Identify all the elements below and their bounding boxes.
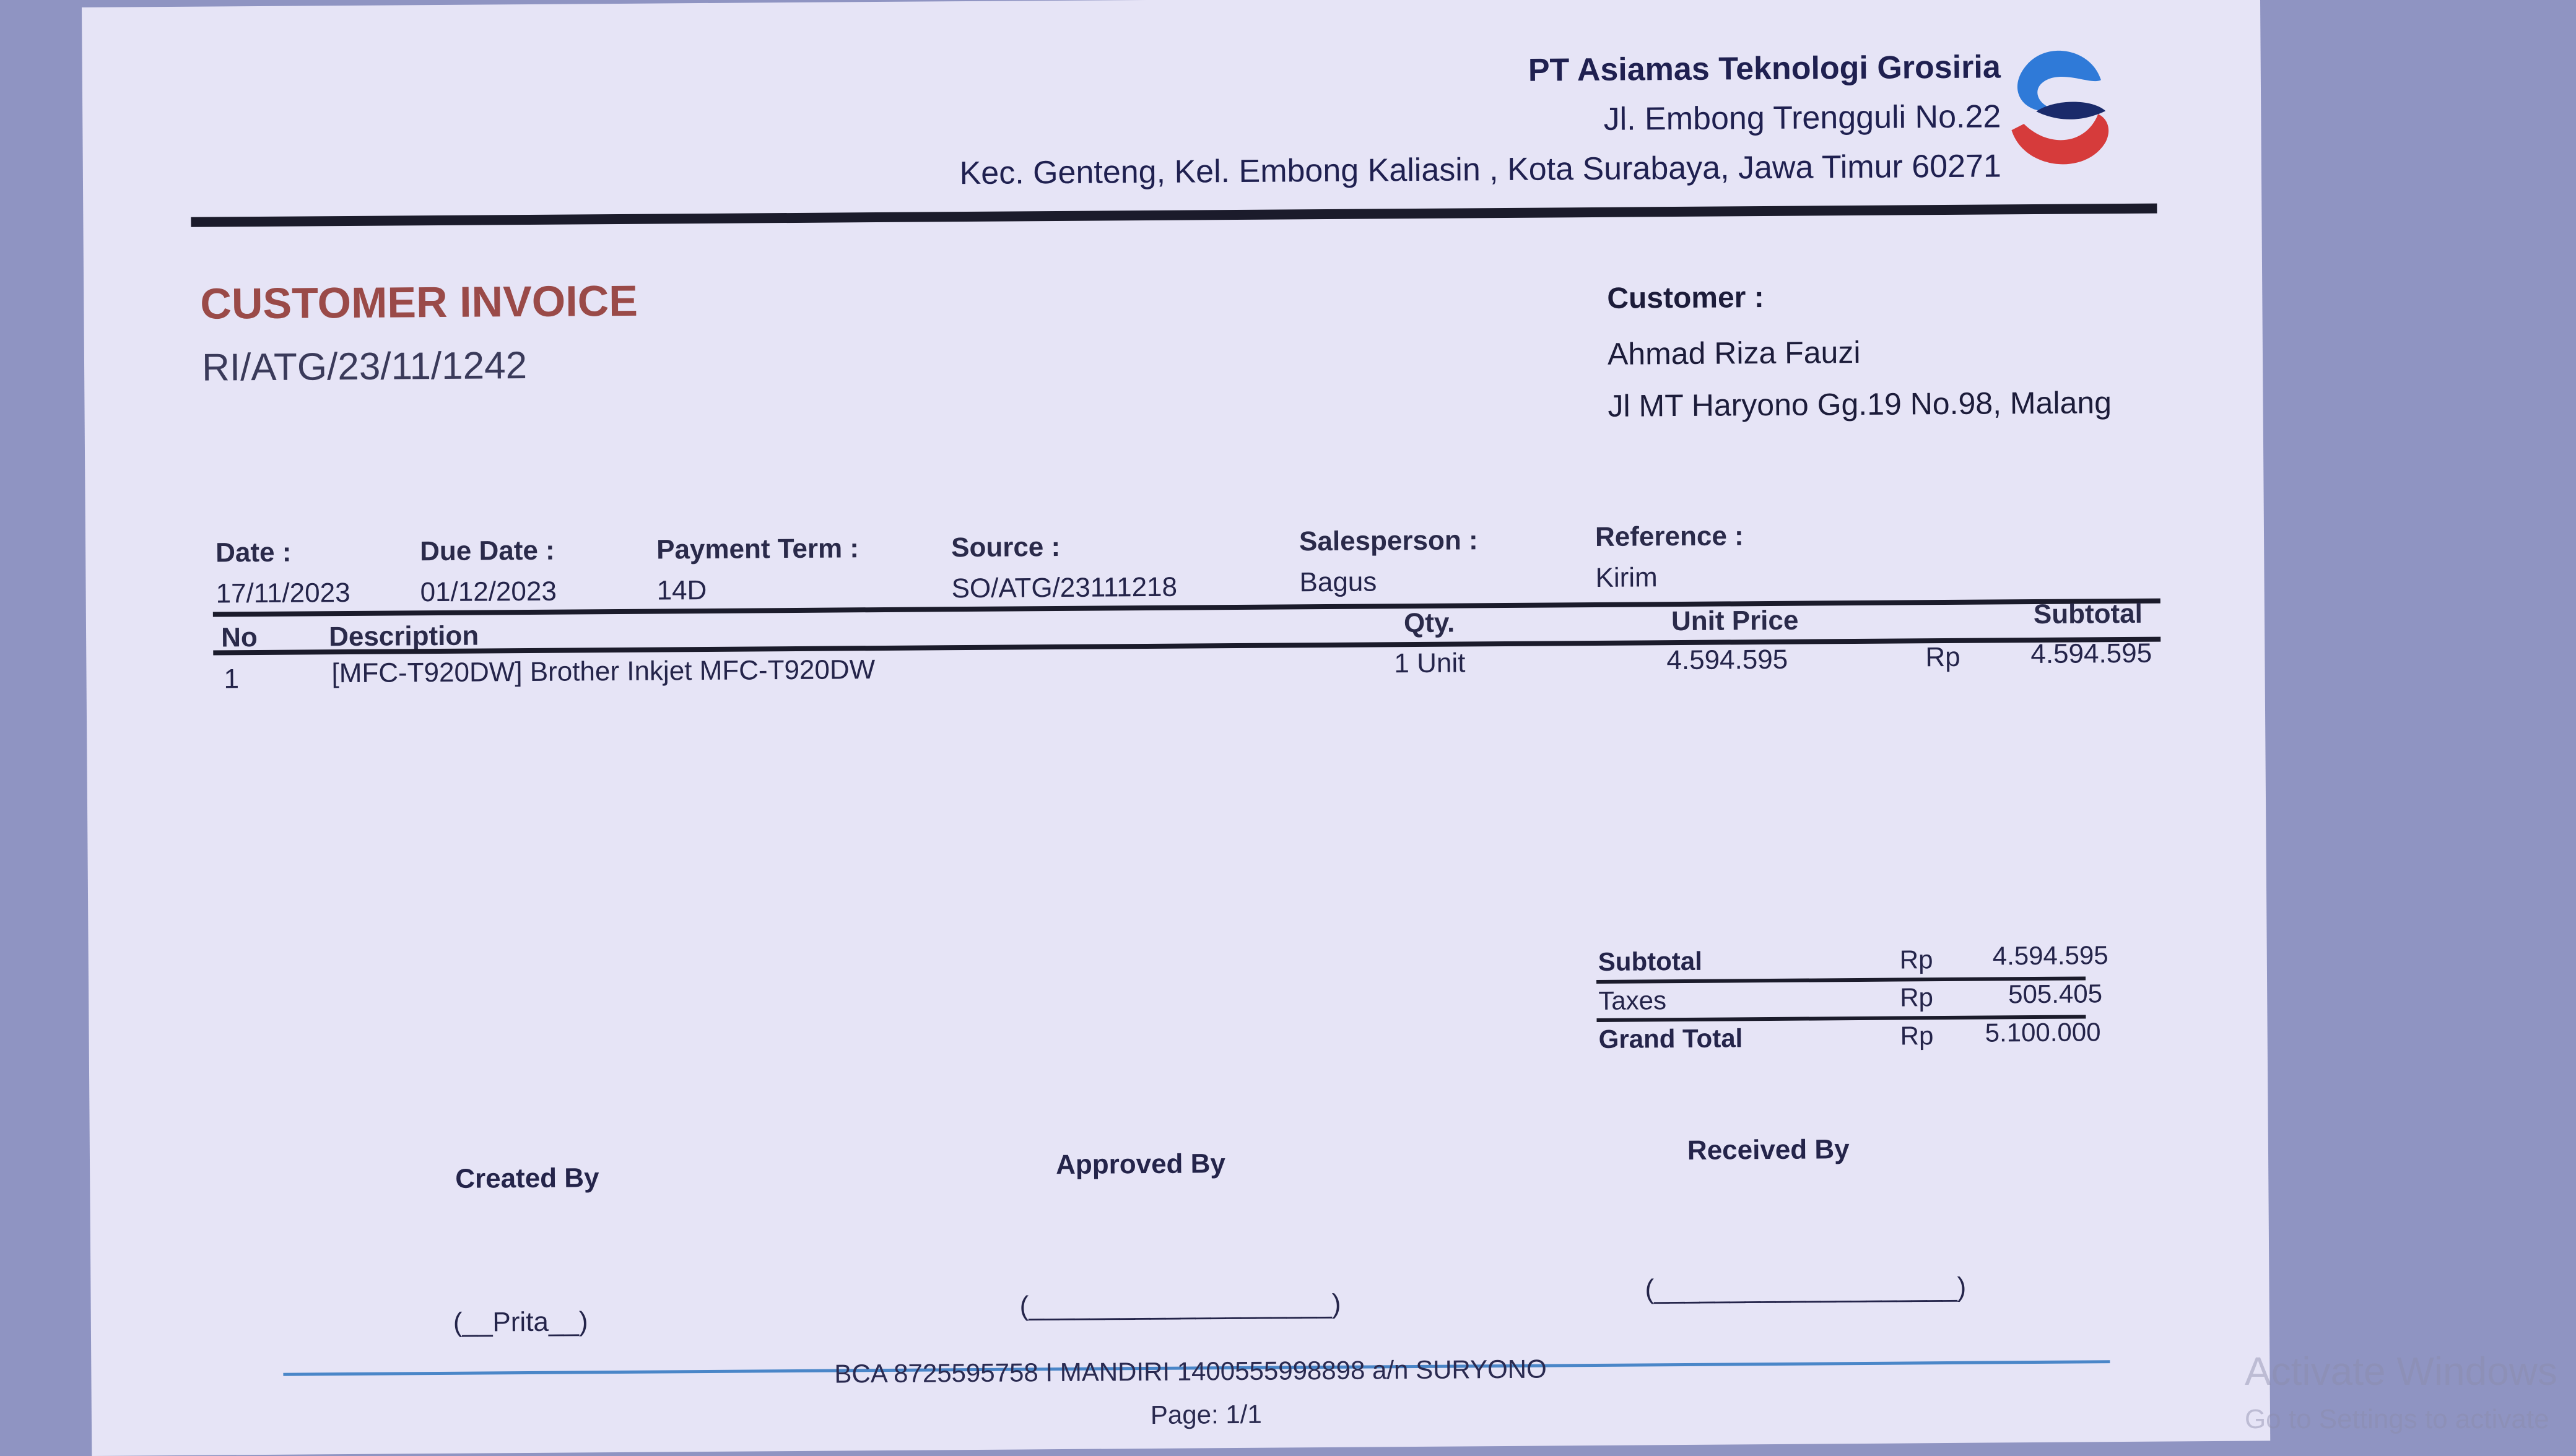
- totals-subtotal-value: 4.594.595: [1992, 940, 2108, 971]
- due-date-label: Due Date :: [419, 535, 555, 567]
- approved-by-label: Approved By: [1055, 1148, 1226, 1181]
- row-description: [MFC-T920DW] Brother Inkjet MFC-T920DW: [331, 654, 876, 689]
- company-name: PT Asiamas Teknologi Grosiria: [1528, 49, 2001, 89]
- col-header-subtotal: Subtotal: [2033, 598, 2143, 630]
- row-unit-price: 4.594.595: [1666, 644, 1788, 676]
- totals-grand-currency: Rp: [1900, 1021, 1934, 1051]
- source-value: SO/ATG/23111218: [951, 571, 1178, 604]
- os-activation-watermark: [2245, 1347, 2557, 1444]
- created-by-name: (__Prita__): [453, 1306, 588, 1338]
- date-label: Date :: [215, 537, 292, 568]
- totals-grand-label: Grand Total: [1598, 1023, 1743, 1054]
- watermark-line2: Go to Settings to activate: [2244, 1404, 2549, 1434]
- reference-value: Kirim: [1595, 562, 1658, 593]
- footer-page-number: Page: 1/1: [1150, 1399, 1262, 1430]
- col-header-unit-price: Unit Price: [1671, 605, 1799, 637]
- header-divider: [191, 204, 2157, 227]
- company-logo: [1998, 37, 2117, 180]
- totals-subtotal-currency: Rp: [1899, 945, 1933, 974]
- customer-address: Jl MT Haryono Gg.19 No.98, Malang: [1608, 385, 2112, 423]
- totals-taxes-label: Taxes: [1598, 986, 1667, 1015]
- customer-label: Customer :: [1607, 281, 1764, 315]
- received-by-name: (____________________): [1645, 1272, 1967, 1305]
- invoice-paper: [82, 0, 2270, 1456]
- received-by-label: Received By: [1687, 1134, 1850, 1166]
- totals-subtotal-label: Subtotal: [1598, 946, 1702, 976]
- created-by-label: Created By: [455, 1163, 599, 1194]
- footer-bank-info: BCA 8725595758 I MANDIRI 1400555998898 a/n SURYONO: [834, 1354, 1547, 1389]
- totals-taxes-currency: Rp: [1900, 982, 1934, 1012]
- row-no: 1: [224, 664, 240, 695]
- company-address-line1: Jl. Embong Trengguli No.22: [1603, 98, 2001, 137]
- row-qty: 1 Unit: [1394, 648, 1466, 679]
- row-currency: Rp: [1925, 641, 1960, 673]
- invoice-number: RI/ATG/23/11/1242: [201, 344, 528, 389]
- invoice-title: CUSTOMER INVOICE: [200, 276, 638, 328]
- salesperson-label: Salesperson :: [1299, 525, 1478, 557]
- customer-name: Ahmad Riza Fauzi: [1607, 334, 1861, 371]
- totals-taxes-value: 505.405: [2008, 979, 2103, 1009]
- col-header-qty: Qty.: [1403, 607, 1455, 639]
- payment-term-value: 14D: [656, 574, 707, 606]
- col-header-description: Description: [328, 620, 479, 652]
- totals-grand-value: 5.100.000: [1985, 1017, 2101, 1047]
- col-header-no: No: [220, 622, 258, 653]
- watermark-line1: Activate Windows: [2244, 1349, 2557, 1393]
- date-value: 17/11/2023: [215, 577, 350, 609]
- salesperson-value: Bagus: [1299, 566, 1377, 598]
- company-address-line2: Kec. Genteng, Kel. Embong Kaliasin , Kota Surabaya, Jawa Timur 60271: [959, 148, 2002, 192]
- reference-label: Reference :: [1595, 521, 1744, 552]
- row-subtotal: 4.594.595: [2030, 638, 2152, 670]
- source-label: Source :: [951, 531, 1061, 563]
- table-header-divider: [213, 637, 2160, 656]
- payment-term-label: Payment Term :: [656, 533, 859, 565]
- approved-by-name: (____________________): [1019, 1288, 1341, 1322]
- due-date-value: 01/12/2023: [420, 576, 557, 608]
